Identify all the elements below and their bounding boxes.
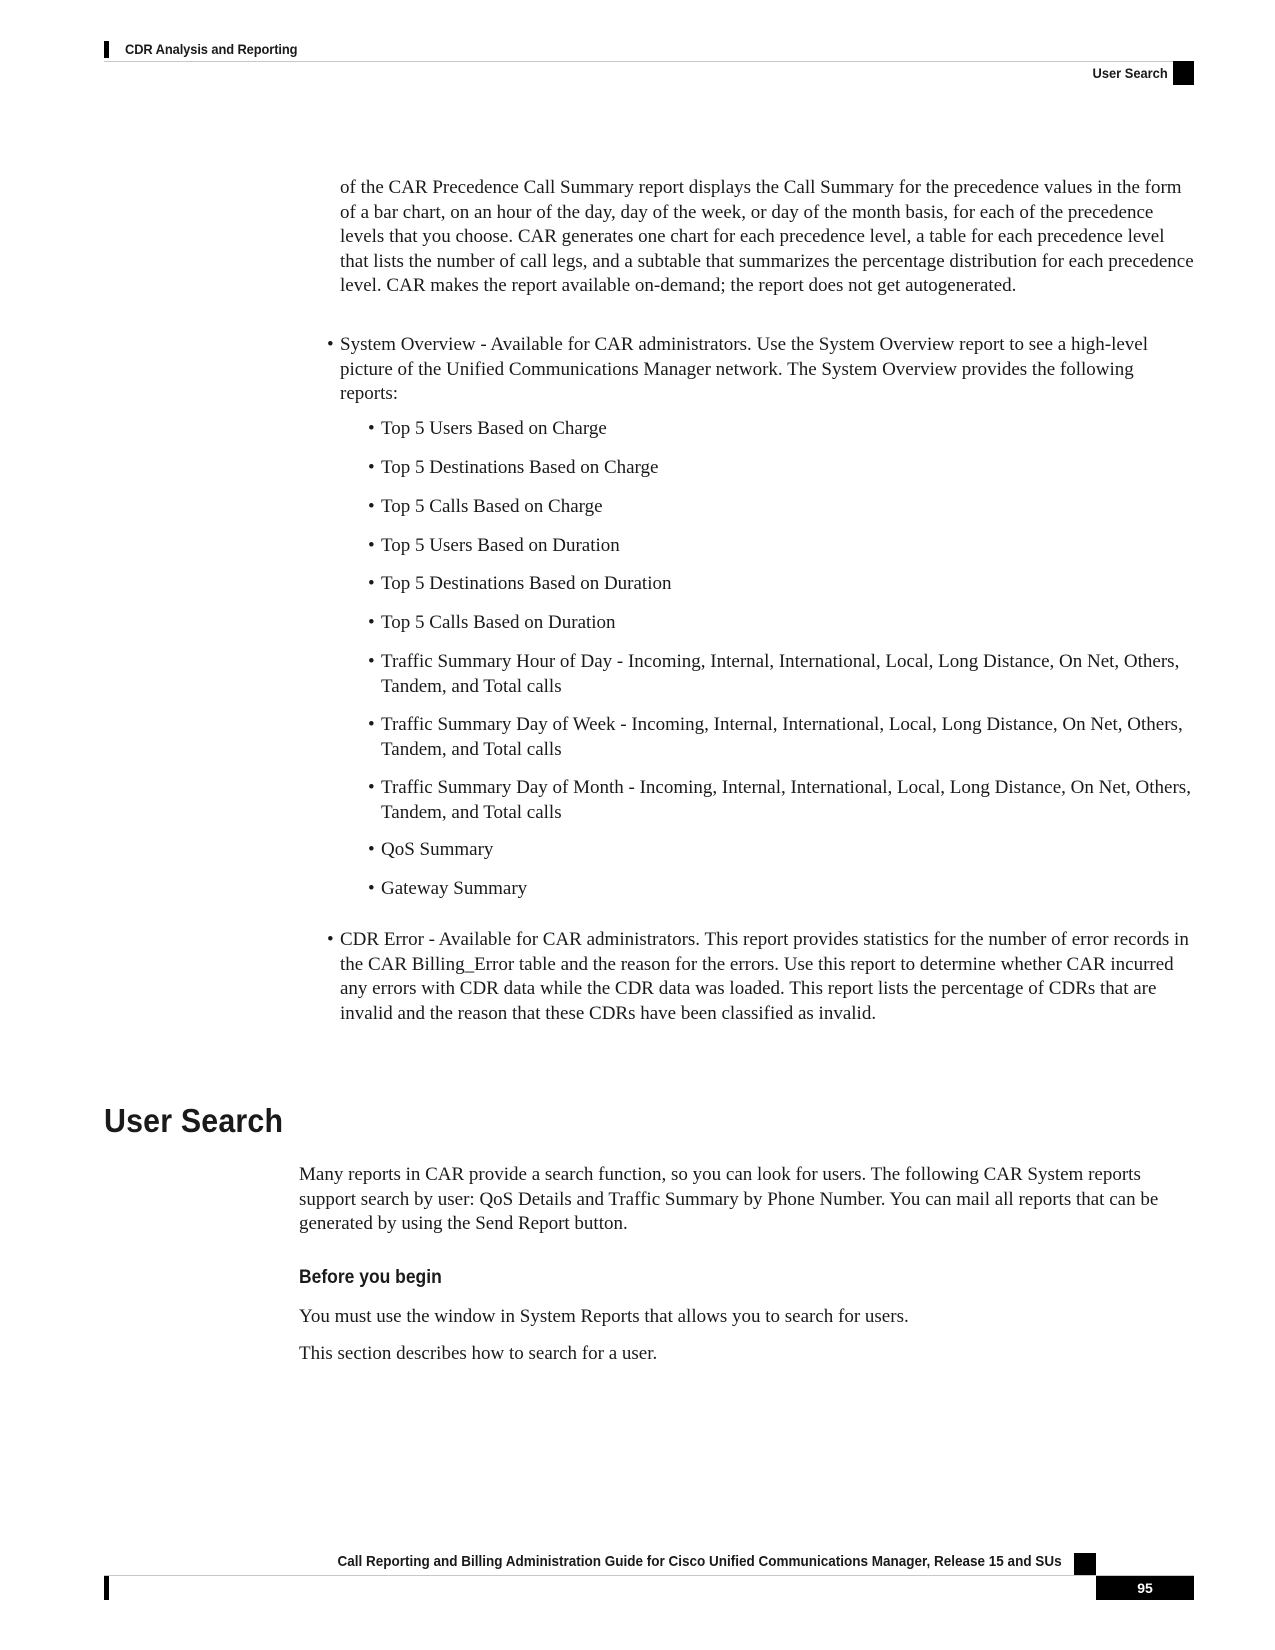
bullet-icon: • [327,929,334,950]
report-item-list [368,611,1196,636]
bullet-icon: • [368,839,375,860]
report-item: Top 5 Destinations Based on Charge [381,457,659,478]
header-section-title: User Search [1092,65,1168,81]
list-item [368,838,1196,863]
report-item: QoS Summary [381,839,494,860]
header-chapter-title: CDR Analysis and Reporting [125,41,298,57]
report-item: Traffic Summary Day of Week - Incoming, Internal, International, Local, Long Distance, On Net, Others, Tandem, and Total calls [381,714,1183,760]
report-item-list [368,650,1196,699]
bullet-icon: • [368,535,375,556]
list-item [368,495,1196,520]
footer-right-tab [1074,1553,1096,1575]
list-item [368,713,1196,762]
list-item [368,572,1196,597]
header-right-tab [1173,61,1194,85]
header-rule [104,61,1194,62]
list-item [368,611,1196,636]
report-item: Gateway Summary [381,878,528,899]
page-number: 95 [1096,1576,1194,1600]
footer-rule [104,1575,1194,1576]
bullet-icon: • [368,714,375,735]
before-you-begin-heading: Before you begin [299,1267,442,1288]
report-item-list [368,456,1196,481]
user-search-intro: Many reports in CAR provide a search function, so you can look for users. The following CAR System reports support search by user: QoS Details and Traffic Summary by Phone Number. You can mail all reports that can be generated by using the Send Report button. [299,1164,1159,1234]
report-item-list [368,838,1196,863]
list-item [368,650,1196,699]
report-item: Traffic Summary Day of Month - Incoming, Internal, International, Local, Long Distance, On Net, Others, Tandem, and Total calls [381,777,1191,823]
system-overview-list [327,333,1196,407]
bullet-icon: • [368,651,375,672]
list-item [368,776,1196,825]
list-item [327,333,1196,407]
bullet-icon: • [368,496,375,517]
list-item [368,877,1196,902]
list-item [368,456,1196,481]
report-item-list [368,534,1196,559]
continuation-paragraph: of the CAR Precedence Call Summary report displays the Call Summary for the precedence values in the form of a bar chart, on an hour of the day, day of the week, or day of the month basis, for each of the precedence levels that you choose. CAR generates one chart for each precedence level, a table for each precedence level that lists the number of call legs, and a subtable that summarizes the percentage distribution for each precedence level. CAR makes the report available on-demand; the report does not get autogenerated. [340,177,1194,296]
footer-left-bar [104,1576,109,1600]
cdr-error-list [327,928,1196,1026]
bullet-icon: • [327,334,334,355]
before-you-begin-text: You must use the window in System Reports that allows you to search for users. [299,1306,909,1327]
footer-book-title: Call Reporting and Billing Administration Guide for Cisco Unified Communications Manager, Release 15 and SUs [337,1553,1062,1570]
report-item: Top 5 Users Based on Duration [381,535,620,556]
bullet-icon: • [368,612,375,633]
bullet-icon: • [368,573,375,594]
cdr-error-text: CDR Error - Available for CAR administrators. This report provides statistics for the number of error records in the CAR Billing_Error table and the reason for the errors. Use this report to determine whether CAR incurred any errors with CDR data while the CDR data was loaded. This report lists the percentage of CDRs that are invalid and the reason that these CDRs have been classified as invalid. [340,929,1189,1024]
list-item [368,417,1196,442]
report-item-list [368,713,1196,762]
bullet-icon: • [368,418,375,439]
report-item-list [368,495,1196,520]
report-item-list [368,877,1196,902]
bullet-icon: • [368,777,375,798]
report-item-list [368,572,1196,597]
bullet-icon: • [368,457,375,478]
section-description: This section describes how to search for a user. [299,1343,658,1364]
report-item: Top 5 Calls Based on Duration [381,612,616,633]
section-title: User Search [104,1102,284,1139]
report-item-list [368,417,1196,442]
list-item [368,534,1196,559]
system-overview-text: System Overview - Available for CAR administrators. Use the System Overview report to see a high-level picture of the Unified Communications Manager network. The System Overview provides the following reports: [340,334,1149,404]
report-item-list [368,776,1196,825]
bullet-icon: • [368,878,375,899]
report-item: Top 5 Users Based on Charge [381,418,607,439]
list-item [327,928,1196,1026]
report-item: Top 5 Destinations Based on Duration [381,573,672,594]
header-left-bar [104,41,109,58]
report-item: Top 5 Calls Based on Charge [381,496,603,517]
report-item: Traffic Summary Hour of Day - Incoming, Internal, International, Local, Long Distance, On Net, Others, Tandem, and Total calls [381,651,1180,697]
